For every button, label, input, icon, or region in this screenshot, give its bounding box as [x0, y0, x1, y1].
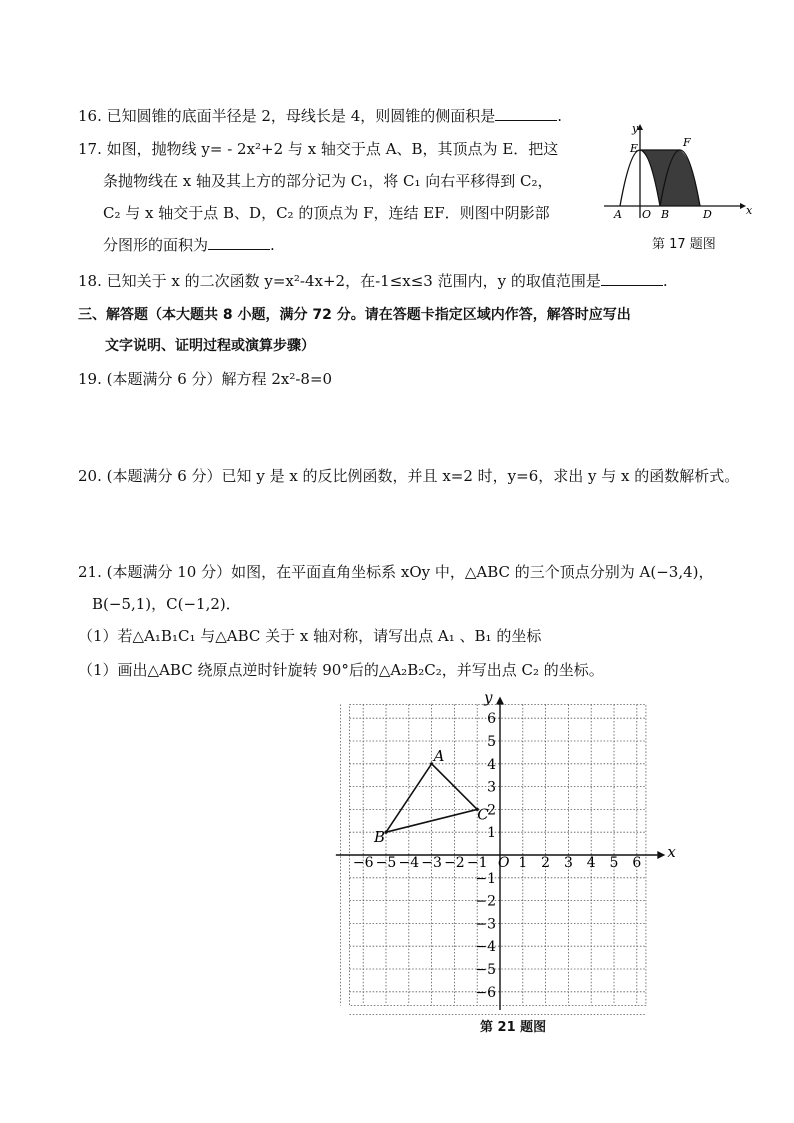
question-18 [78, 271, 668, 291]
y-axis-arrow [496, 697, 504, 705]
x-tick-label: −3 [421, 855, 442, 871]
fig17-label-b: B [661, 208, 670, 221]
fig17-label-e: E [630, 142, 639, 155]
point-label-b: B [374, 828, 386, 847]
x-axis-label: x [667, 843, 676, 861]
x-tick-label: −1 [466, 855, 488, 871]
fig17-label-y: y [632, 122, 639, 135]
q18-answer-blank[interactable] [601, 271, 663, 286]
question-20: 20. (本题满分 6 分）已知 y 是 x 的反比例函数，并且 x=2 时，y=6，求出 y 与 x 的函数解析式。 [78, 467, 740, 485]
x-tick-label: 6 [632, 855, 642, 871]
y-tick-label: −3 [475, 916, 496, 933]
q17-line4 [103, 235, 275, 255]
origin-label: O [498, 855, 510, 871]
q17-end: . [270, 236, 275, 254]
fig17-label-a: A [614, 208, 622, 221]
fig17-label-x: x [746, 204, 753, 217]
figure-21-coordinate-grid [352, 688, 676, 1010]
q21-line1: 21. (本题满分 10 分）如图，在平面直角坐标系 xOy 中，△ABC 的三个顶点分别为 A(−3,4)， [78, 563, 714, 581]
q17-line1: 17. 如图，抛物线 y= - 2x²+2 与 x 轴交于点 A、B，其顶点为 E．把这 [78, 140, 559, 158]
question-16 [78, 106, 562, 126]
fig17-label-o: O [642, 208, 652, 221]
figure-17 [600, 118, 760, 226]
y-tick-label: −4 [475, 939, 496, 956]
q21-line2: B(−5,1)，C(−1,2)． [92, 595, 241, 613]
y-tick-label: 3 [487, 779, 496, 796]
x-axis-arrow [657, 851, 665, 859]
q21-part2: （1）画出△ABC 绕原点逆时针旋转 90°后的△A₂B₂C₂，并写出点 C₂ 的坐标。 [78, 661, 604, 679]
x-tick-label: −4 [398, 855, 420, 871]
y-tick-label: −2 [475, 893, 496, 910]
y-tick-label: −6 [475, 984, 496, 1001]
y-tick-label: −1 [475, 870, 496, 887]
q21-part1: （1）若△A₁B₁C₁ 与△ABC 关于 x 轴对称，请写出点 A₁ 、B₁ 的坐标 [78, 627, 542, 645]
y-tick-label: 4 [487, 756, 496, 773]
fig17-label-f: F [683, 136, 691, 149]
question-19: 19. (本题满分 6 分）解方程 2x²-8=0 [78, 370, 333, 388]
q16-end: . [557, 107, 563, 125]
x-tick-label: 4 [586, 855, 596, 871]
q18-text: 18. 已知关于 x 的二次函数 y=x²-4x+2，在-1≤x≤3 范围内，y 的取值范围是 [78, 272, 601, 290]
figure-17-caption: 第 17 题图 [652, 237, 716, 252]
y-tick-label: 1 [487, 825, 496, 842]
x-tick-label: 3 [563, 855, 573, 871]
triangle-abc [373, 747, 489, 846]
x-tick-label: 5 [609, 855, 619, 871]
y-tick-label: 2 [487, 802, 496, 819]
y-tick-label: −5 [475, 962, 496, 978]
y-axis-label: y [484, 688, 493, 707]
q17-line2: 条抛物线在 x 轴及其上方的部分记为 C₁，将 C₁ 向右平移得到 C₂， [103, 172, 553, 190]
section-3-heading-line2: 文字说明、证明过程或演算步骤） [105, 338, 315, 354]
y-tick-label: 5 [487, 734, 496, 750]
figure-21-caption: 第 21 题图 [480, 1020, 547, 1035]
fig17-shaded-region [640, 150, 700, 206]
q18-end: . [662, 272, 668, 290]
q16-answer-blank[interactable] [495, 106, 557, 121]
x-tick-label: 1 [518, 855, 528, 871]
axes [336, 689, 676, 1011]
q16-text: 16. 已知圆锥的底面半径是 2，母线长是 4，则圆锥的侧面积是 [78, 107, 496, 125]
q17-answer-blank[interactable] [208, 235, 270, 250]
x-tick-label: −2 [444, 855, 465, 871]
point-label-c: C [477, 805, 489, 824]
section-3-heading-line1: 三、解答题（本大题共 8 小题，满分 72 分。请在答题卡指定区域内作答，解答时应写出 [78, 307, 631, 323]
q17-line3: C₂ 与 x 轴交于点 B、D，C₂ 的顶点为 F，连结 EF．则图中阴影部 [103, 204, 550, 222]
q17-line4-text: 分图形的面积为 [103, 236, 209, 254]
x-tick-label: −6 [352, 855, 374, 871]
fig17-label-d: D [703, 208, 712, 221]
point-label-a: A [433, 746, 445, 765]
x-tick-label: −5 [375, 855, 397, 871]
x-tick-label: 2 [541, 855, 551, 871]
y-tick-label: 6 [487, 711, 496, 728]
